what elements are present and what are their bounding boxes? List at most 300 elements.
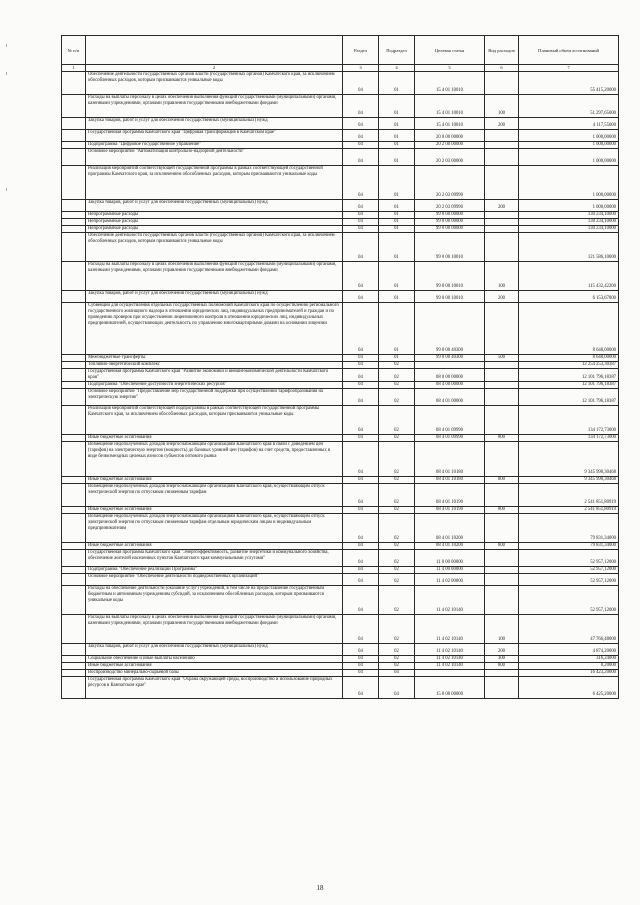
row-num-cell — [62, 670, 86, 677]
row-subsection-cell: 02 — [379, 406, 415, 435]
row-target-cell: 11 4 02 10140 — [415, 663, 485, 670]
row-target-cell: 20 2 03 09990 — [415, 166, 485, 200]
table-row — [62, 382, 619, 389]
row-section-cell: 04 — [343, 355, 379, 362]
row-name-cell: Иные бюджетные ассигнования — [86, 543, 343, 550]
row-amount-cell: 79 831,34000 — [519, 543, 619, 550]
row-section-cell: 04 — [343, 574, 379, 586]
table-row — [62, 670, 619, 677]
row-exp-type-cell: 200 — [485, 644, 519, 656]
table-row — [62, 149, 619, 166]
row-section-cell: 04 — [343, 442, 379, 477]
row-subsection-cell: 01 — [379, 355, 415, 362]
row-name-cell: Государственная программа Камчатского края "Развитие экономики и внешнеэкономической деятельности Камчатского края" — [86, 369, 343, 382]
row-amount-cell: 9 345 990,30468 — [519, 442, 619, 477]
row-exp-type-cell — [485, 130, 519, 142]
row-target-cell: 20 0 00 00000 — [415, 130, 485, 142]
row-exp-type-cell — [485, 586, 519, 615]
table-header-row — [62, 36, 619, 65]
table-row — [62, 118, 619, 130]
row-section-cell: 04 — [343, 118, 379, 130]
row-subsection-cell: 02 — [379, 656, 415, 663]
row-amount-cell: 8 648,00000 — [519, 355, 619, 362]
row-exp-type-cell: 300 — [485, 656, 519, 663]
table-row — [62, 142, 619, 149]
row-name-cell: Закупка товаров, работ и услуг для обеспечения государственных (муниципальных) нужд — [86, 200, 343, 212]
row-section-cell: 04 — [343, 550, 379, 567]
header-amount: Плановый объем ассигнований — [519, 36, 619, 65]
column-number: 4 — [379, 65, 415, 72]
row-subsection-cell: 01 — [379, 72, 415, 95]
row-name-cell: Обеспечение деятельности государственных органов власти (государственных органов) Камчатского края, за исключением обособленных расходов, которым присваиваются уникальные коды — [86, 233, 343, 262]
row-name-cell: Обеспечение деятельности государственных органов власти (государственных органов) Камчатского края, за исключением обособленных расходов, которым присваиваются уникальные коды — [86, 72, 343, 95]
table-row — [62, 442, 619, 477]
row-subsection-cell: 02 — [379, 442, 415, 477]
row-amount-cell: 115 432,42200 — [519, 262, 619, 291]
table-row — [62, 226, 619, 233]
row-target-cell: 11 4 02 10140 — [415, 644, 485, 656]
row-amount-cell: 316,24000 — [519, 656, 619, 663]
header-section: Раздел — [343, 36, 379, 65]
row-section-cell: 04 — [343, 382, 379, 389]
row-num-cell — [62, 382, 86, 389]
row-num-cell — [62, 355, 86, 362]
row-num-cell — [62, 574, 86, 586]
row-num-cell — [62, 663, 86, 670]
header-num: № п/п — [62, 36, 86, 65]
row-num-cell — [62, 212, 86, 219]
column-number-row — [62, 65, 619, 72]
row-amount-cell: 79 831,34000 — [519, 514, 619, 543]
row-amount-cell: 1 000,00000 — [519, 166, 619, 200]
row-name-cell: Государственная программа Камчатского края "Охрана окружающей среды, воспроизводство и использование природных ресурсов в Камчатском крае" — [86, 677, 343, 699]
row-amount-cell: 0,20000 — [519, 663, 619, 670]
table-row — [62, 291, 619, 303]
row-exp-type-cell — [485, 484, 519, 507]
row-num-cell — [62, 677, 86, 699]
row-subsection-cell: 02 — [379, 514, 415, 543]
row-section-cell: 04 — [343, 219, 379, 226]
row-subsection-cell: 02 — [379, 362, 415, 369]
row-amount-cell: 2 541 851,80919 — [519, 507, 619, 514]
row-exp-type-cell: 800 — [485, 435, 519, 442]
row-exp-type-cell — [485, 233, 519, 262]
row-target-cell: 20 2 00 00000 — [415, 142, 485, 149]
row-name-cell: Возмещение недополученных доходов энергоснабжающим организациям Камчатского края в связи с доведением цен (тарифов) на электрическую энергию (мощность) до базовых уровней цен (тарифов) на счет средств, предоставленных в виде безвозмездных целевых взносов субъектов оптового рынка — [86, 442, 343, 477]
row-target-cell: 15 4 01 10010 — [415, 72, 485, 95]
row-subsection-cell: 02 — [379, 663, 415, 670]
row-section-cell: 04 — [343, 226, 379, 233]
row-exp-type-cell — [485, 442, 519, 477]
row-name-cell: Социальное обеспечение и иные выплаты населению — [86, 656, 343, 663]
row-section-cell: 04 — [343, 142, 379, 149]
row-section-cell: 04 — [343, 435, 379, 442]
row-section-cell: 04 — [343, 615, 379, 644]
row-exp-type-cell — [485, 574, 519, 586]
table-body — [62, 72, 619, 699]
row-subsection-cell: 02 — [379, 574, 415, 586]
row-subsection-cell: 02 — [379, 389, 415, 406]
row-target-cell: 99 0 00 40300 — [415, 303, 485, 355]
row-target-cell: 11 4 02 10140 — [415, 656, 485, 663]
row-num-cell — [62, 543, 86, 550]
row-name-cell: Подпрограмма "Обеспечение реализации Программы" — [86, 567, 343, 574]
row-num-cell — [62, 644, 86, 656]
table-row — [62, 130, 619, 142]
table-row — [62, 507, 619, 514]
row-amount-cell: 1 000,00000 — [519, 142, 619, 149]
row-target-cell — [415, 362, 485, 369]
row-target-cell: 99 0 00 10010 — [415, 233, 485, 262]
table-row — [62, 615, 619, 644]
row-name-cell: Иные бюджетные ассигнования — [86, 477, 343, 484]
row-section-cell: 04 — [343, 567, 379, 574]
row-num-cell — [62, 507, 86, 514]
row-subsection-cell: 01 — [379, 95, 415, 118]
row-num-cell — [62, 586, 86, 615]
row-target-cell: 99 0 00 40300 — [415, 355, 485, 362]
column-number: 7 — [519, 65, 619, 72]
row-num-cell — [62, 166, 86, 200]
row-target-cell: 11 4 02 10140 — [415, 586, 485, 615]
row-subsection-cell: 01 — [379, 130, 415, 142]
row-subsection-cell: 01 — [379, 262, 415, 291]
row-num-cell — [62, 406, 86, 435]
row-name-cell: Подпрограмма "Цифровое государственное управление" — [86, 142, 343, 149]
row-amount-cell: 51 297,65000 — [519, 95, 619, 118]
row-subsection-cell: 02 — [379, 550, 415, 567]
row-section-cell: 04 — [343, 677, 379, 699]
row-num-cell — [62, 389, 86, 406]
row-exp-type-cell: 800 — [485, 663, 519, 670]
row-exp-type-cell — [485, 149, 519, 166]
row-amount-cell: 130 234,10000 — [519, 219, 619, 226]
table-row — [62, 656, 619, 663]
column-number: 1 — [62, 65, 86, 72]
row-target-cell: 99 0 00 00000 — [415, 212, 485, 219]
row-amount-cell: 52 957,12000 — [519, 550, 619, 567]
row-target-cell: 08 4 01 00000 — [415, 389, 485, 406]
budget-table — [61, 35, 619, 699]
row-exp-type-cell — [485, 670, 519, 677]
row-amount-cell: 130 234,10000 — [519, 212, 619, 219]
row-section-cell: 04 — [343, 303, 379, 355]
row-exp-type-cell: 500 — [485, 355, 519, 362]
row-num-cell — [62, 435, 86, 442]
column-number: 2 — [86, 65, 343, 72]
table-row — [62, 484, 619, 507]
table-row — [62, 355, 619, 362]
row-num-cell — [62, 291, 86, 303]
row-section-cell: 04 — [343, 406, 379, 435]
row-amount-cell: 12 101 796,18387 — [519, 369, 619, 382]
row-name-cell: Воспроизводство минерально-сырьевой базы — [86, 670, 343, 677]
row-num-cell — [62, 362, 86, 369]
row-name-cell: Непрограммные расходы — [86, 219, 343, 226]
row-num-cell — [62, 615, 86, 644]
row-section-cell: 04 — [343, 477, 379, 484]
row-name-cell: Расходы на выплаты персоналу в целях обеспечения выполнения функций государственными (муниципальными) органами, казенными учреждениями, органами управления государственными внебюджетными фондами — [86, 262, 343, 291]
column-number: 6 — [485, 65, 519, 72]
row-target-cell: 20 2 03 00000 — [415, 149, 485, 166]
row-subsection-cell: 01 — [379, 200, 415, 212]
row-exp-type-cell: 800 — [485, 507, 519, 514]
row-subsection-cell: 02 — [379, 644, 415, 656]
row-exp-type-cell: 100 — [485, 95, 519, 118]
table-row — [62, 303, 619, 355]
row-subsection-cell: 01 — [379, 149, 415, 166]
row-subsection-cell: 02 — [379, 567, 415, 574]
row-target-cell: 15 4 01 10010 — [415, 95, 485, 118]
row-name-cell: Расходы на выплаты персоналу в целях обеспечения выполнения функций государственными (муниципальными) органами, казенными учреждениями, органами управления государственными внебюджетными фондами — [86, 615, 343, 644]
row-num-cell — [62, 72, 86, 95]
row-subsection-cell: 01 — [379, 166, 415, 200]
header-name — [86, 36, 343, 65]
row-section-cell: 04 — [343, 72, 379, 95]
row-exp-type-cell — [485, 303, 519, 355]
row-exp-type-cell — [485, 212, 519, 219]
row-target-cell: 99 0 00 10010 — [415, 262, 485, 291]
table-row — [62, 219, 619, 226]
header-target: Целевая статья — [415, 36, 485, 65]
row-exp-type-cell — [485, 550, 519, 567]
table-row — [62, 369, 619, 382]
row-subsection-cell: 04 — [379, 677, 415, 699]
row-target-cell: 08 4 00 00000 — [415, 382, 485, 389]
row-num-cell — [62, 226, 86, 233]
row-num-cell — [62, 200, 86, 212]
row-section-cell: 04 — [343, 507, 379, 514]
row-name-cell: Основное мероприятие "Предоставление мер государственной поддержки при осуществлении тарифообразования на электрическую энергию" — [86, 389, 343, 406]
row-amount-cell: 12 101 796,18387 — [519, 389, 619, 406]
table-row — [62, 677, 619, 699]
row-name-cell: Закупка товаров, работ и услуг для обеспечения государственных (муниципальных) нужд — [86, 644, 343, 656]
table-row — [62, 262, 619, 291]
row-num-cell — [62, 219, 86, 226]
row-name-cell: Субвенции для осуществления отдельных государственных полномочий Камчатского края по осуществлению регионального государственного жилищного надзора в отношении юридических лиц, индивидуальных предпринимателей и граждан и по проведению проверок при осуществлении лицензионного контроля в отношении юридических лиц, индивидуальных предпринимателей, осуществляющих деятельность по управлению многоквартирными домами на основании лицензии — [86, 303, 343, 355]
row-target-cell: 20 2 03 09990 — [415, 200, 485, 212]
table-row — [62, 435, 619, 442]
row-name-cell: Реализация мероприятий соответствующей подпрограммы в рамках соответствующей государственной программы Камчатского края, за исключением обособленных расходов, которым присваиваются уникальные коды — [86, 406, 343, 435]
row-amount-cell: 52 957,12000 — [519, 574, 619, 586]
row-amount-cell: 1 000,00000 — [519, 200, 619, 212]
row-name-cell: Государственная программа Камчатского края "Цифровая трансформация в Камчатском крае" — [86, 130, 343, 142]
row-exp-type-cell: 200 — [485, 291, 519, 303]
row-section-cell: 04 — [343, 543, 379, 550]
row-num-cell — [62, 477, 86, 484]
row-exp-type-cell: 100 — [485, 615, 519, 644]
row-exp-type-cell: 200 — [485, 118, 519, 130]
row-exp-type-cell — [485, 677, 519, 699]
row-amount-cell: 47 766,48000 — [519, 615, 619, 644]
row-amount-cell: 9 345 990,30468 — [519, 477, 619, 484]
row-amount-cell: 12 101 796,18387 — [519, 382, 619, 389]
table-row — [62, 166, 619, 200]
table-row — [62, 389, 619, 406]
header-subsection: Подраздел — [379, 36, 415, 65]
row-amount-cell: 121 586,10000 — [519, 233, 619, 262]
table-row — [62, 567, 619, 574]
row-target-cell: 11 4 02 10140 — [415, 615, 485, 644]
row-num-cell — [62, 656, 86, 663]
row-target-cell: 08 4 01 10200 — [415, 543, 485, 550]
row-num-cell — [62, 262, 86, 291]
row-section-cell: 04 — [343, 484, 379, 507]
row-target-cell — [415, 670, 485, 677]
row-section-cell: 04 — [343, 586, 379, 615]
table-row — [62, 233, 619, 262]
row-target-cell: 08 4 01 10190 — [415, 507, 485, 514]
table-row — [62, 406, 619, 435]
edge-mark — [6, 188, 7, 191]
row-name-cell: Топливно-энергетический комплекс — [86, 362, 343, 369]
row-amount-cell: 52 957,12000 — [519, 567, 619, 574]
row-target-cell: 15 4 01 10010 — [415, 118, 485, 130]
edge-mark — [6, 72, 7, 75]
row-amount-cell: 55 415,20000 — [519, 72, 619, 95]
row-section-cell: 04 — [343, 95, 379, 118]
row-subsection-cell: 02 — [379, 586, 415, 615]
row-section-cell: 04 — [343, 166, 379, 200]
row-amount-cell: 4 874,20000 — [519, 644, 619, 656]
row-exp-type-cell — [485, 567, 519, 574]
row-amount-cell: 134 172,73000 — [519, 435, 619, 442]
row-name-cell: Непрограммные расходы — [86, 212, 343, 219]
page-number: 18 — [316, 884, 324, 892]
table-row — [62, 477, 619, 484]
row-target-cell: 11 0 00 00000 — [415, 550, 485, 567]
row-exp-type-cell — [485, 514, 519, 543]
row-section-cell: 04 — [343, 656, 379, 663]
row-amount-cell: 1 000,00000 — [519, 130, 619, 142]
table-row — [62, 212, 619, 219]
row-exp-type-cell: 800 — [485, 477, 519, 484]
row-target-cell: 08 4 01 09990 — [415, 406, 485, 435]
row-name-cell: Возмещение недополученных доходов энергоснабжающим организациям Камчатского края, осуществляющим отпуск электрической энергии по отпускным сниженным тарифам — [86, 484, 343, 507]
row-section-cell: 04 — [343, 369, 379, 382]
budget-table-container — [61, 35, 618, 699]
row-subsection-cell: 02 — [379, 435, 415, 442]
row-target-cell: 11 4 02 00000 — [415, 574, 485, 586]
row-num-cell — [62, 550, 86, 567]
row-subsection-cell: 01 — [379, 226, 415, 233]
row-amount-cell: 1 000,00000 — [519, 149, 619, 166]
table-row — [62, 543, 619, 550]
row-exp-type-cell — [485, 226, 519, 233]
header-exp-type: Вид расходов — [485, 36, 519, 65]
row-target-cell: 08 4 01 10190 — [415, 484, 485, 507]
row-exp-type-cell: 200 — [485, 200, 519, 212]
row-subsection-cell: 01 — [379, 212, 415, 219]
row-section-cell: 04 — [343, 644, 379, 656]
row-amount-cell: 12 254 253,30387 — [519, 362, 619, 369]
row-name-cell: Межбюджетные трансферты — [86, 355, 343, 362]
row-subsection-cell: 02 — [379, 382, 415, 389]
row-name-cell: Подпрограмма "Обеспечение доступности энергетических ресурсов" — [86, 382, 343, 389]
row-exp-type-cell — [485, 142, 519, 149]
table-row — [62, 362, 619, 369]
row-subsection-cell: 02 — [379, 477, 415, 484]
row-subsection-cell: 02 — [379, 484, 415, 507]
row-exp-type-cell — [485, 389, 519, 406]
row-name-cell: Иные бюджетные ассигнования — [86, 507, 343, 514]
row-name-cell: Основное мероприятие "Автоматизация контрольно-надзорной деятельности" — [86, 149, 343, 166]
row-name-cell: Закупка товаров, работ и услуг для обеспечения государственных (муниципальных) нужд — [86, 118, 343, 130]
row-num-cell — [62, 233, 86, 262]
row-subsection-cell: 01 — [379, 291, 415, 303]
table-row — [62, 72, 619, 95]
row-subsection-cell: 02 — [379, 507, 415, 514]
row-name-cell: Расходы на обеспечение деятельности (оказание услуг) учреждений, в том числе на предоставление государственным бюджетным и автономным учреждениям субсидий, за исключением обособленных расходов, которым присваиваются уникальные коды — [86, 586, 343, 615]
row-section-cell: 04 — [343, 663, 379, 670]
row-num-cell — [62, 303, 86, 355]
table-row — [62, 586, 619, 615]
row-subsection-cell: 01 — [379, 303, 415, 355]
table-row — [62, 550, 619, 567]
row-num-cell — [62, 514, 86, 543]
row-num-cell — [62, 95, 86, 118]
row-name-cell: Основное мероприятие "Обеспечение деятельности подведомственных организаций" — [86, 574, 343, 586]
row-section-cell: 04 — [343, 362, 379, 369]
table-row — [62, 514, 619, 543]
row-num-cell — [62, 484, 86, 507]
row-amount-cell: 4 117,55000 — [519, 118, 619, 130]
row-section-cell: 04 — [343, 389, 379, 406]
row-section-cell: 04 — [343, 262, 379, 291]
row-subsection-cell: 01 — [379, 118, 415, 130]
table-row — [62, 644, 619, 656]
row-num-cell — [62, 567, 86, 574]
row-name-cell: Реализация мероприятий соответствующей государственной программы в рамках соответствующей государственной программы Камчатского края, за исключением обособленных расходов, которым присваиваются уникальные коды — [86, 166, 343, 200]
row-target-cell: 99 0 00 00000 — [415, 219, 485, 226]
row-section-cell: 04 — [343, 130, 379, 142]
row-subsection-cell: 02 — [379, 615, 415, 644]
row-section-cell: 04 — [343, 291, 379, 303]
row-amount-cell: 6 425,20000 — [519, 677, 619, 699]
column-number: 5 — [415, 65, 485, 72]
row-subsection-cell: 01 — [379, 233, 415, 262]
row-num-cell — [62, 142, 86, 149]
row-amount-cell: 8 648,00000 — [519, 303, 619, 355]
row-num-cell — [62, 118, 86, 130]
row-name-cell: Непрограммные расходы — [86, 226, 343, 233]
row-num-cell — [62, 369, 86, 382]
row-section-cell: 04 — [343, 233, 379, 262]
row-exp-type-cell — [485, 219, 519, 226]
row-section-cell: 04 — [343, 670, 379, 677]
row-name-cell: Расходы на выплаты персоналу в целях обеспечения выполнения функций государственными (муниципальными) органами, казенными учреждениями, органами управления государственными внебюджетными фондами — [86, 95, 343, 118]
row-name-cell: Возмещение недополученных доходов энергоснабжающим организациям Камчатского края, осуществляющим отпуск электрической энергии по отпускным сниженным тарифам отдельным юридическим лицам и индивидуальным предпринимателям — [86, 514, 343, 543]
row-subsection-cell: 01 — [379, 219, 415, 226]
row-subsection-cell: 02 — [379, 543, 415, 550]
row-subsection-cell: 02 — [379, 369, 415, 382]
row-subsection-cell: 04 — [379, 670, 415, 677]
row-section-cell: 04 — [343, 149, 379, 166]
edge-mark — [6, 44, 7, 47]
row-amount-cell: 6 153,67800 — [519, 291, 619, 303]
row-num-cell — [62, 442, 86, 477]
row-target-cell: 08 0 00 00000 — [415, 369, 485, 382]
row-exp-type-cell — [485, 362, 519, 369]
row-exp-type-cell: 100 — [485, 262, 519, 291]
row-section-cell: 04 — [343, 514, 379, 543]
row-amount-cell: 52 957,12000 — [519, 586, 619, 615]
row-target-cell: 08 4 01 09990 — [415, 435, 485, 442]
column-number: 3 — [343, 65, 379, 72]
row-amount-cell: 130 234,10000 — [519, 226, 619, 233]
row-target-cell: 08 4 01 10180 — [415, 477, 485, 484]
row-target-cell: 15 0 00 00000 — [415, 677, 485, 699]
